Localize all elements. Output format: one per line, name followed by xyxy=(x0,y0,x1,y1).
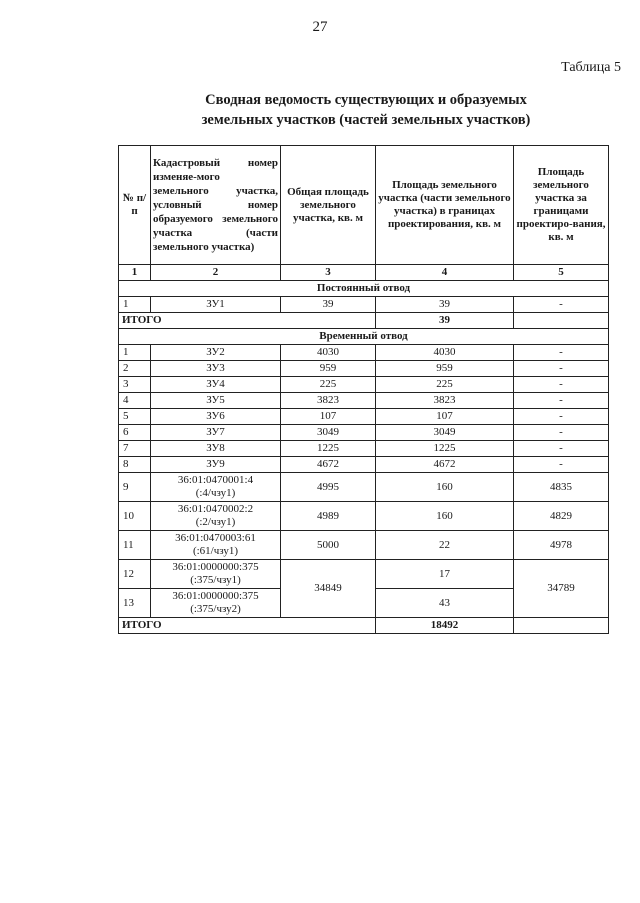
table-row xyxy=(119,441,609,457)
table-row xyxy=(119,297,609,313)
total-area: 4672 xyxy=(281,457,376,473)
area-outside: - xyxy=(514,393,609,409)
total-label: ИТОГО xyxy=(119,313,376,329)
plot-id xyxy=(151,560,281,589)
total-value: 18492 xyxy=(376,618,514,634)
section-row-temporary xyxy=(119,329,609,345)
column-number: 2 xyxy=(151,265,281,281)
total-area: 1225 xyxy=(281,441,376,457)
total-label: ИТОГО xyxy=(119,618,376,634)
empty-cell xyxy=(514,618,609,634)
row-number: 13 xyxy=(119,589,151,618)
plot-id: ЗУ8 xyxy=(151,441,281,457)
plot-id-line: 36:01:0470001:4 xyxy=(177,474,254,486)
row-number: 1 xyxy=(119,345,151,361)
plot-id: ЗУ1 xyxy=(151,297,281,313)
area-outside: - xyxy=(514,441,609,457)
area-outside: 4829 xyxy=(514,502,609,531)
plot-id xyxy=(151,502,281,531)
table-row xyxy=(119,409,609,425)
header-total-area: Общая площадь земельного участка, кв. м xyxy=(281,146,376,265)
row-number: 5 xyxy=(119,409,151,425)
total-area: 4030 xyxy=(281,345,376,361)
column-number: 1 xyxy=(119,265,151,281)
table-header-row xyxy=(119,146,609,265)
row-number: 3 xyxy=(119,377,151,393)
area-inside: 160 xyxy=(376,502,514,531)
row-number: 4 xyxy=(119,393,151,409)
table-row xyxy=(119,377,609,393)
total-area: 107 xyxy=(281,409,376,425)
title-line-1: Сводная ведомость существующих и образуемых xyxy=(205,92,527,108)
plot-id-line: (:4/чзу1) xyxy=(195,487,236,499)
row-number: 6 xyxy=(119,425,151,441)
plot-id-line: (:61/чзу1) xyxy=(192,545,239,557)
total-row-permanent xyxy=(119,313,609,329)
plot-id xyxy=(151,473,281,502)
area-outside: 4835 xyxy=(514,473,609,502)
row-number: 11 xyxy=(119,531,151,560)
row-number: 10 xyxy=(119,502,151,531)
area-inside: 3823 xyxy=(376,393,514,409)
plot-id: ЗУ3 xyxy=(151,361,281,377)
area-outside: - xyxy=(514,457,609,473)
section-row-permanent xyxy=(119,281,609,297)
plot-id: ЗУ9 xyxy=(151,457,281,473)
row-number: 12 xyxy=(119,560,151,589)
plot-id-line: (:375/чзу1) xyxy=(190,574,241,586)
area-outside: - xyxy=(514,409,609,425)
table-row xyxy=(119,560,609,589)
empty-cell xyxy=(514,313,609,329)
row-number: 2 xyxy=(119,361,151,377)
plot-id-line: 36:01:0470002:2 xyxy=(177,503,254,515)
area-inside: 17 xyxy=(376,560,514,589)
area-inside: 225 xyxy=(376,377,514,393)
area-inside: 4030 xyxy=(376,345,514,361)
section-title-permanent: Постоянный отвод xyxy=(119,281,609,297)
section-title-temporary: Временный отвод xyxy=(119,329,609,345)
column-number: 4 xyxy=(376,265,514,281)
column-number: 5 xyxy=(514,265,609,281)
row-number: 7 xyxy=(119,441,151,457)
area-inside: 4672 xyxy=(376,457,514,473)
table-row xyxy=(119,502,609,531)
header-area-outside: Площадь земельного участка за границами проектиро-вания, кв. м xyxy=(514,146,609,265)
area-outside: 34789 xyxy=(514,560,609,618)
total-area: 225 xyxy=(281,377,376,393)
area-outside: - xyxy=(514,377,609,393)
total-area: 5000 xyxy=(281,531,376,560)
total-area: 4989 xyxy=(281,502,376,531)
column-number: 3 xyxy=(281,265,376,281)
table-row xyxy=(119,531,609,560)
total-row-temporary xyxy=(119,618,609,634)
total-value: 39 xyxy=(376,313,514,329)
area-inside: 22 xyxy=(376,531,514,560)
area-inside: 43 xyxy=(376,589,514,618)
header-cadastral-number: Кадастровый номер изменяе-мого земельного участка, условный номер образуемого земельного участка (части земельного участка) xyxy=(151,146,281,265)
column-number-row xyxy=(119,265,609,281)
table-row xyxy=(119,425,609,441)
plot-id-line: 36:01:0000000:375 xyxy=(172,561,259,573)
header-number: № п/п xyxy=(119,146,151,265)
total-area: 39 xyxy=(281,297,376,313)
plot-id: ЗУ7 xyxy=(151,425,281,441)
area-outside: - xyxy=(514,345,609,361)
area-outside: - xyxy=(514,361,609,377)
land-plots-table xyxy=(118,145,609,634)
total-area: 4995 xyxy=(281,473,376,502)
plot-id: ЗУ6 xyxy=(151,409,281,425)
total-area: 34849 xyxy=(281,560,376,618)
table-row xyxy=(119,457,609,473)
plot-id-line: (:375/чзу2) xyxy=(190,603,241,615)
title-line-2: земельных участков (частей земельных участков) xyxy=(201,112,531,128)
area-inside: 1225 xyxy=(376,441,514,457)
area-inside: 107 xyxy=(376,409,514,425)
plot-id-line: 36:01:0470003:61 xyxy=(175,532,256,544)
area-outside: - xyxy=(514,297,609,313)
table-row xyxy=(119,361,609,377)
table-row xyxy=(119,393,609,409)
document-title xyxy=(0,90,640,130)
row-number: 9 xyxy=(119,473,151,502)
page-number: 27 xyxy=(312,19,328,35)
plot-id-line: 36:01:0000000:375 xyxy=(172,590,259,602)
area-outside: 4978 xyxy=(514,531,609,560)
table-row xyxy=(119,473,609,502)
plot-id: ЗУ2 xyxy=(151,345,281,361)
table-row xyxy=(119,345,609,361)
plot-id: ЗУ4 xyxy=(151,377,281,393)
total-area: 3823 xyxy=(281,393,376,409)
row-number: 8 xyxy=(119,457,151,473)
area-outside: - xyxy=(514,425,609,441)
total-area: 3049 xyxy=(281,425,376,441)
header-area-inside: Площадь земельного участка (части земельного участка) в границах проектирования, кв. м xyxy=(376,146,514,265)
area-inside: 39 xyxy=(376,297,514,313)
plot-id xyxy=(151,531,281,560)
plot-id-line: (:2/чзу1) xyxy=(195,516,236,528)
plot-id xyxy=(151,589,281,618)
row-number: 1 xyxy=(119,297,151,313)
plot-id: ЗУ5 xyxy=(151,393,281,409)
total-area: 959 xyxy=(281,361,376,377)
area-inside: 959 xyxy=(376,361,514,377)
table-reference: Таблица 5 xyxy=(561,60,621,75)
area-inside: 3049 xyxy=(376,425,514,441)
area-inside: 160 xyxy=(376,473,514,502)
